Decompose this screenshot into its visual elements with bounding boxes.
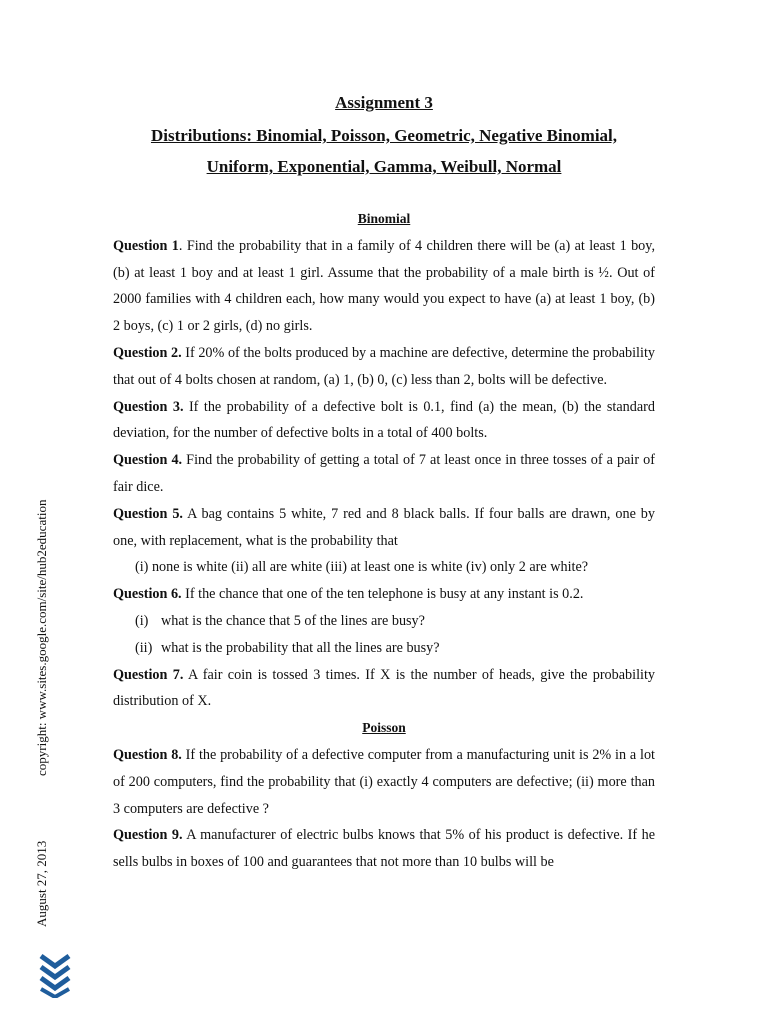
question-text: If the probability of a defective bolt is 0.1, find (a) the mean, (b) the standard deviation, for the number of defective bolts in a total of 400 bolts.: [113, 398, 655, 442]
distributions-title-line1: Distributions: Binomial, Poisson, Geometric, Negative Binomial,: [150, 126, 618, 145]
question-5-subparts: (i) none is white (ii) all are white (iii) at least one is white (iv) only 2 are white?: [135, 559, 589, 576]
question-label: Question 5.: [113, 505, 183, 522]
question-text: A fair coin is tossed 3 times. If X is the number of heads, give the probability distribution of X.: [113, 666, 655, 710]
question-text: . Find the probability that in a family of 4 children there will be (a) at least 1 boy, (b) at least 1 boy and at least 1 girl. Assume that the probability of a male birth is ½. Out of 2000 families with 4 children each, how many would you expect to have (a) at least 1 boy, (b) 2 boys, (c) 1 or 2 girls, (d) no girls.: [113, 237, 655, 335]
question-text: If the chance that one of the ten telephone is busy at any instant is 0.2.: [181, 586, 584, 603]
section-heading-binomial: Binomial: [357, 211, 411, 226]
item-number: (i): [135, 612, 149, 629]
question-1: [113, 233, 655, 340]
question-label: Question 9.: [113, 827, 183, 844]
question-label: Question 7.: [113, 666, 184, 683]
question-6-item-1: [113, 608, 655, 635]
date-sidebar: August 27, 2013: [34, 840, 49, 927]
distributions-title-line2: Uniform, Exponential, Gamma, Weibull, Normal: [206, 157, 562, 176]
question-6: [113, 581, 655, 608]
question-text: If the probability of a defective computer from a manufacturing unit is 2% in a lot of 200 computers, find the probability that (i) exactly 4 computers are defective; (ii) more than 3 computers are defective ?: [113, 746, 655, 817]
question-text: A bag contains 5 white, 7 red and 8 black balls. If four balls are drawn, one by one, with replacement, what is the probability that: [113, 505, 655, 549]
item-text: what is the chance that 5 of the lines are busy?: [161, 612, 425, 629]
copyright-sidebar: copyright: www.sites.google.com/site/hub2education: [34, 499, 49, 776]
question-label: Question 1: [113, 237, 179, 254]
question-text: Find the probability of getting a total of 7 at least once in three tosses of a pair of fair dice.: [113, 452, 655, 495]
question-9: [113, 822, 655, 876]
question-text: If 20% of the bolts produced by a machine are defective, determine the probability that out of 4 bolts chosen at random, (a) 1, (b) 0, (c) less than 2, bolts will be defective.: [113, 344, 655, 388]
question-6-item-2: [113, 635, 655, 662]
question-label: Question 3.: [113, 398, 184, 415]
question-2: [113, 340, 655, 394]
question-label: Question 8.: [113, 746, 182, 763]
question-text: A manufacturer of electric bulbs knows that 5% of his product is defective. If he sells bulbs in boxes of 100 and guarantees that not more than 10 bulbs will be: [113, 827, 655, 871]
question-8: [113, 742, 655, 822]
item-text: what is the probability that all the lines are busy?: [161, 639, 440, 656]
question-4: [113, 447, 655, 501]
question-label: Question 2.: [113, 344, 182, 361]
question-7: [113, 662, 655, 716]
assignment-body: [113, 206, 655, 876]
question-label: Question 6.: [113, 586, 182, 603]
question-5: [113, 501, 655, 555]
chevron-stack-icon: [38, 952, 72, 998]
section-heading-poisson: Poisson: [362, 720, 406, 736]
item-number: (ii): [135, 639, 153, 656]
assignment-title: Assignment 3: [335, 93, 433, 112]
question-3: [113, 394, 655, 448]
question-label: Question 4.: [113, 452, 183, 469]
